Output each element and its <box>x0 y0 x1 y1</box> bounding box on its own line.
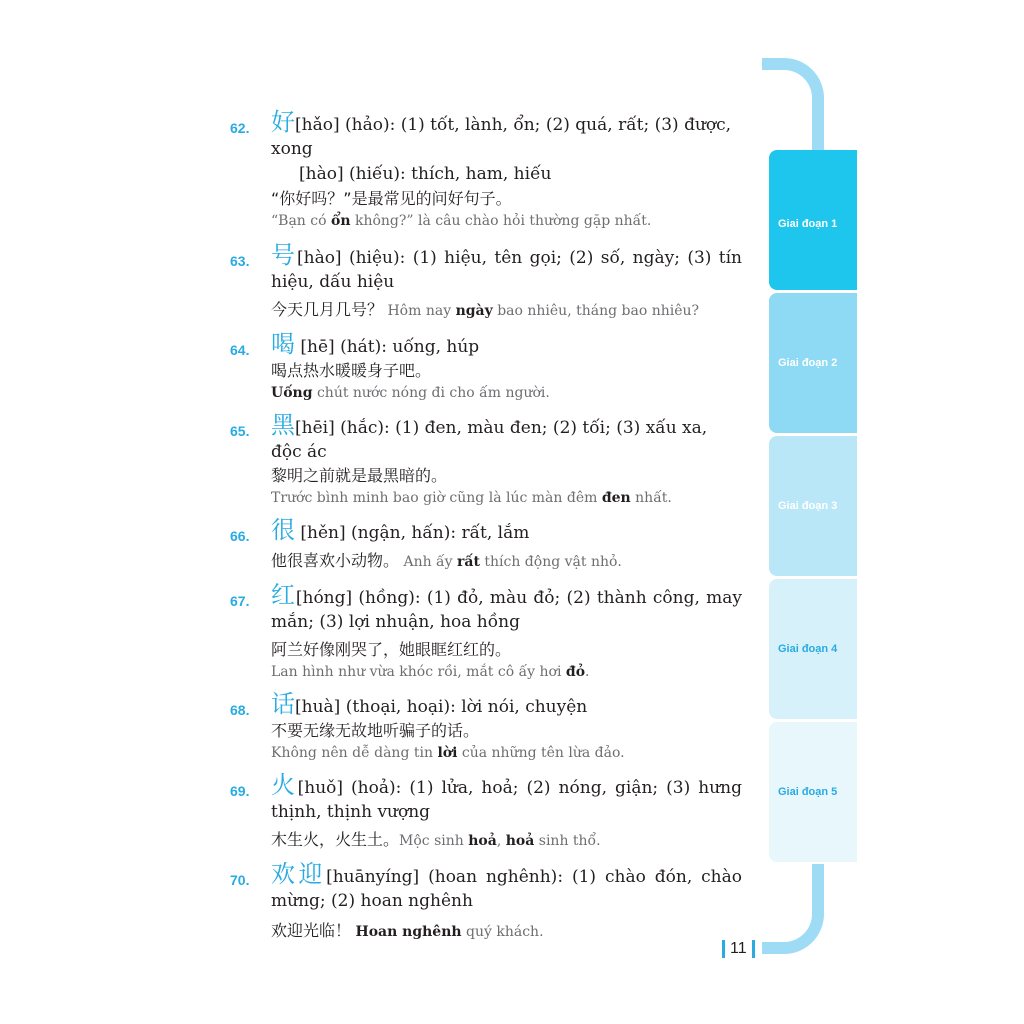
vocab-entry <box>230 518 742 573</box>
tab-label: Giai đoạn 3 <box>778 500 838 512</box>
vocabulary-list <box>230 110 742 943</box>
example-vietnamese: Anh ấy rất thích động vật nhỏ. <box>399 554 622 570</box>
tab-label: Giai đoạn 4 <box>778 643 838 655</box>
example-chinese: 阿兰好像刚哭了，她眼眶红红的。 <box>271 640 512 659</box>
vocab-entry <box>230 413 742 508</box>
example-vietnamese: Hoan nghênh quý khách. <box>355 924 544 940</box>
bracket-bottom-decoration <box>762 880 824 954</box>
entry-number: 63. <box>230 253 250 269</box>
vocab-entry <box>230 692 742 763</box>
entry-definition: [hào] (hiệu): (1) hiệu, tên gọi; (2) số, ngày; (3) tín hiệu, dấu hiệu <box>271 248 743 292</box>
entry-hanzi: 黑 <box>271 411 295 439</box>
entry-definition: [huānyíng] (hoan nghênh): (1) chào đón, chào mừng; (2) hoan nghênh <box>271 867 742 911</box>
example-vietnamese: Trước bình minh bao giờ cũng là lúc màn đêm đen nhất. <box>271 490 672 506</box>
entry-hanzi: 号 <box>271 241 297 269</box>
entry-headword-line <box>230 581 743 634</box>
example-line <box>271 828 742 852</box>
tab-stage-4[interactable] <box>769 579 857 719</box>
entry-number: 69. <box>230 783 250 799</box>
vocab-entry <box>230 110 742 231</box>
example-chinese: “你好吗？”是最常见的问好句子。 <box>271 189 512 208</box>
entry-definition: [huǒ] (hoả): (1) lửa, hoả; (2) nóng, giận; (3) hưng thịnh, thịnh vượng <box>271 778 742 822</box>
bracket-line-decoration <box>812 110 824 154</box>
entry-hanzi: 话 <box>271 690 295 718</box>
example-chinese: 他很喜欢小动物。 <box>271 551 400 570</box>
entry-definition-secondary: [hào] (hiếu): thích, ham, hiếu <box>299 164 552 184</box>
example-vietnamese: Hôm nay ngày bao nhiêu, tháng bao nhiêu? <box>383 303 700 319</box>
entry-number: 65. <box>230 423 250 439</box>
example-chinese: 欢迎光临！ <box>271 921 352 940</box>
example-chinese: 黎明之前就是最黑暗的。 <box>271 466 448 485</box>
entry-number: 66. <box>230 528 250 544</box>
tab-label: Giai đoạn 1 <box>778 218 838 230</box>
tab-stage-2[interactable] <box>769 293 857 433</box>
stage-tabs <box>769 150 857 865</box>
example-line <box>271 919 742 943</box>
page-number-bar-right <box>752 940 755 958</box>
vocab-entry <box>230 583 742 682</box>
entry-hanzi: 欢迎 <box>271 860 327 888</box>
vocab-entry <box>230 773 742 852</box>
entry-headword-line <box>230 771 742 824</box>
example-vietnamese: Lan hình như vừa khóc rồi, mắt cô ấy hơi đỏ. <box>271 664 590 680</box>
entry-definition: [hóng] (hồng): (1) đỏ, màu đỏ; (2) thành công, may mắn; (3) lợi nhuận, hoa hồng <box>271 588 743 632</box>
entry-number: 64. <box>230 342 250 358</box>
entry-hanzi: 红 <box>271 581 296 609</box>
entry-number: 67. <box>230 593 250 609</box>
entry-definition: [huà] (thoại, hoại): lời nói, chuyện <box>295 697 588 717</box>
entry-number: 70. <box>230 872 250 888</box>
example-chinese: 今天几月几号？ <box>271 300 384 319</box>
entry-headword-line <box>230 241 743 294</box>
entry-headword-line <box>230 330 742 359</box>
vocab-entry <box>230 332 742 403</box>
entry-definition: [hēi] (hắc): (1) đen, màu đen; (2) tối; (3) xấu xa, độc ác <box>271 418 708 462</box>
example-vietnamese: “Bạn có ổn không?” là câu chào hỏi thường gặp nhất. <box>271 213 652 229</box>
tab-label: Giai đoạn 5 <box>778 786 838 798</box>
entry-number: 68. <box>230 702 250 718</box>
entry-headword-line <box>230 860 742 913</box>
example-chinese: 喝点热水暖暖身子吧。 <box>271 361 432 380</box>
entry-hanzi: 喝 <box>271 330 295 358</box>
entry-headword-line <box>230 690 742 719</box>
entry-definition: [hē] (hát): uống, húp <box>295 337 480 357</box>
tab-label: Giai đoạn 2 <box>778 357 838 369</box>
entry-hanzi: 好 <box>271 108 295 136</box>
example-chinese: 不要无缘无故地听骗子的话。 <box>271 721 480 740</box>
example-line <box>271 549 742 573</box>
entry-number: 62. <box>230 120 250 136</box>
entry-headword-line <box>230 516 742 545</box>
page-number-text: 11 <box>730 940 747 957</box>
tab-stage-3[interactable] <box>769 436 857 576</box>
entry-definition: [hǎo] (hảo): (1) tốt, lành, ổn; (2) quá, rất; (3) được, xong <box>271 115 732 159</box>
vocab-entry <box>230 243 742 322</box>
example-line <box>271 298 742 322</box>
vocab-entry <box>230 862 742 943</box>
example-chinese: 木生火，火生土。 <box>271 830 400 849</box>
entry-hanzi: 很 <box>271 516 295 544</box>
entry-headword-line <box>230 411 742 464</box>
example-vietnamese: Không nên dễ dàng tin lời của những tên lừa đảo. <box>271 745 625 761</box>
tab-stage-5[interactable] <box>769 722 857 862</box>
entry-hanzi: 火 <box>271 771 298 799</box>
tab-stage-1[interactable] <box>769 150 857 290</box>
example-vietnamese: Mộc sinh hoả, hoả sinh thổ. <box>399 833 601 849</box>
entry-definition: [hěn] (ngận, hấn): rất, lắm <box>295 523 530 543</box>
entry-headword-line <box>230 108 742 161</box>
example-vietnamese: Uống chút nước nóng đi cho ấm người. <box>271 385 550 401</box>
